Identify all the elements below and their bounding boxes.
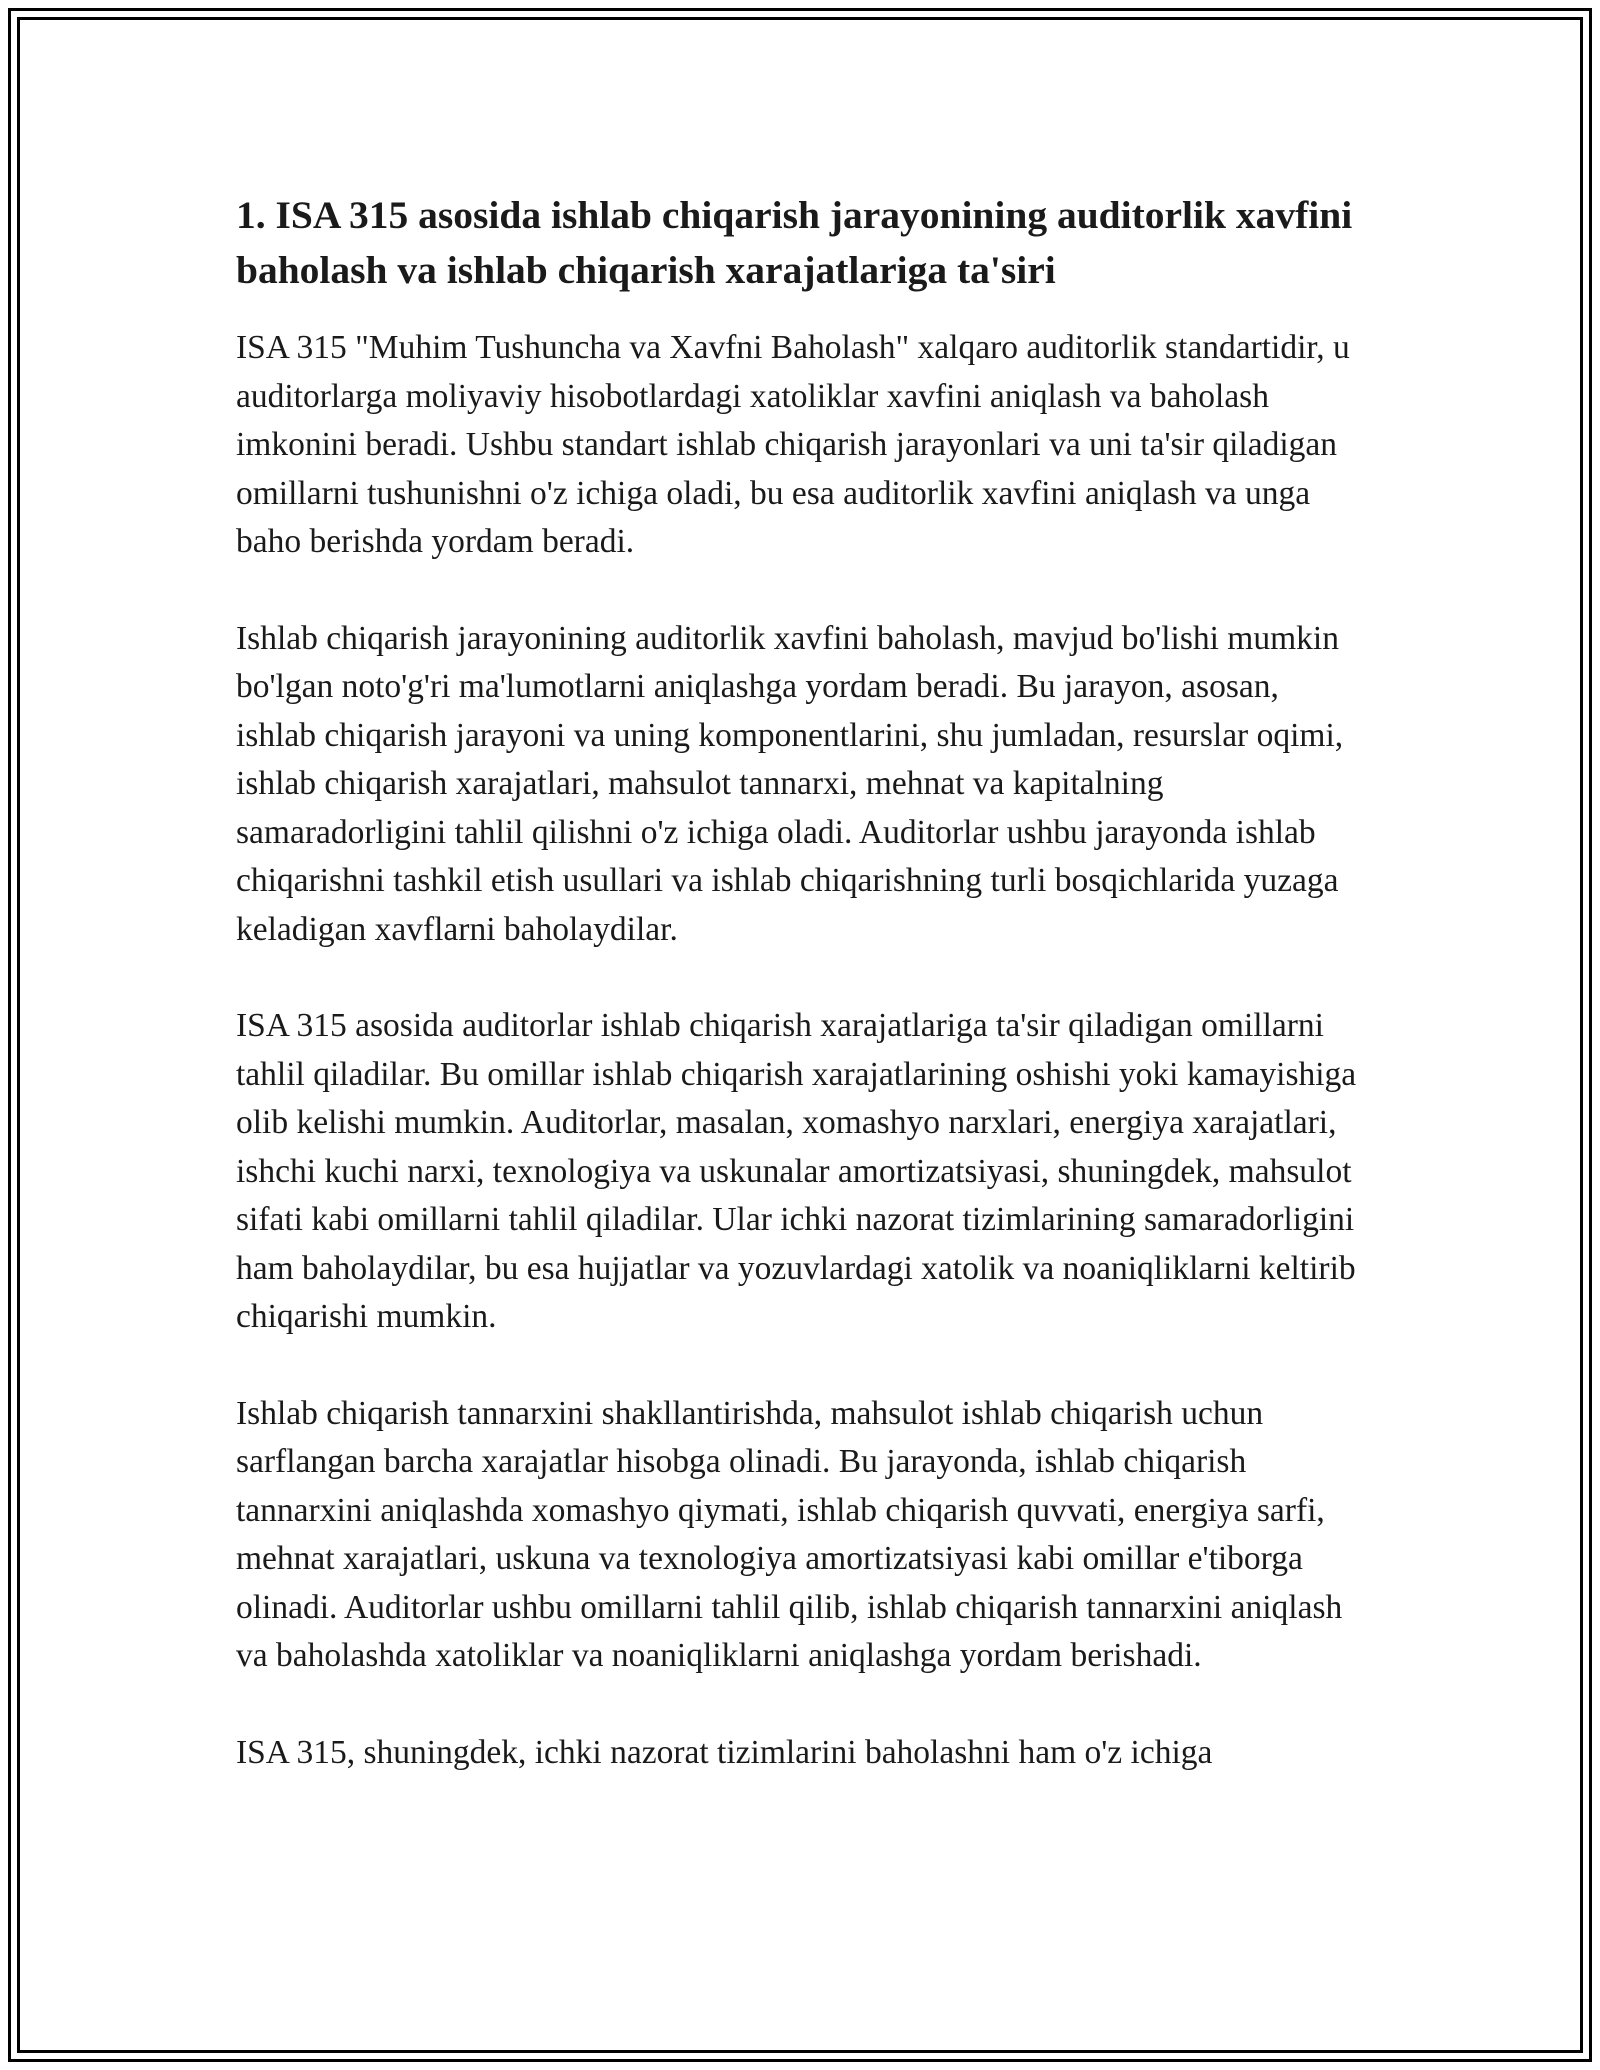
paragraph-2: Ishlab chiqarish jarayonining auditorlik xavfini baholash, mavjud bo'lishi mumkin bo'lgan noto'g'ri ma'lumotlarni aniqlashga yordam beradi. Bu jarayon, asosan, ishlab chiqarish jarayoni va uning komponentlarini, shu jumladan, resurslar oqimi, ishlab chiqarish xarajatlari, mahsulot tannarxi, mehnat va kapitalning samaradorligini tahlil qilishni o'z ichiga oladi. Auditorlar ushbu jarayonda ishlab chiqarishni tashkil etish usullari va ishlab chiqarishning turli bosqichlarida yuzaga keladigan xavflarni baholaydilar. <box>236 619 1344 948</box>
paragraph-1: ISA 315 "Muhim Tushuncha va Xavfni Baholash" xalqaro auditorlik standartidir, u auditorlarga moliyaviy hisobotlardagi xatoliklar xavfini aniqlash va baholash imkonini beradi. Ushbu standart ishlab chiqarish jarayonlari va uni ta'sir qiladigan omillarni tushunishni o'z ichiga oladi, bu esa auditorlik xavfini aniqlash va unga baho berishda yordam beradi. <box>236 329 1350 560</box>
document-body <box>236 188 1366 1825</box>
paragraph-3: ISA 315 asosida auditorlar ishlab chiqarish xarajatlariga ta'sir qiladigan omillarni tahlil qiladilar. Bu omillar ishlab chiqarish xarajatlarining oshishi yoki kamayishiga olib kelishi mumkin. Auditorlar, masalan, xomashyo narxlari, energiya xarajatlari, ishchi kuchi narxi, texnologiya va uskunalar amortizatsiyasi, shuningdek, mahsulot sifati kabi omillarni tahlil qiladilar. Ular ichki nazorat tizimlarining samaradorligini ham baholaydilar, bu esa hujjatlar va yozuvlardagi xatolik va noaniqliklarni keltirib chiqarishi mumkin. <box>236 1007 1357 1335</box>
section-heading: 1. ISA 315 asosida ishlab chiqarish jarayonining auditorlik xavfini baholash va ishlab chiqarish xarajatlariga ta'siri <box>236 193 1353 292</box>
paragraph-4: Ishlab chiqarish tannarxini shakllantirishda, mahsulot ishlab chiqarish uchun sarflangan barcha xarajatlar hisobga olinadi. Bu jarayonda, ishlab chiqarish tannarxini aniqlashda xomashyo qiymati, ishlab chiqarish quvvati, energiya sarfi, mehnat xarajatlari, uskuna va texnologiya amortizatsiyasi kabi omillar e'tiborga olinadi. Auditorlar ushbu omillarni tahlil qilib, ishlab chiqarish tannarxini aniqlash va baholashda xatoliklar va noaniqliklarni aniqlashga yordam berishadi. <box>236 1394 1343 1674</box>
paragraph-5: ISA 315, shuningdek, ichki nazorat tizimlarini baholashni ham o'z ichiga <box>236 1733 1213 1771</box>
